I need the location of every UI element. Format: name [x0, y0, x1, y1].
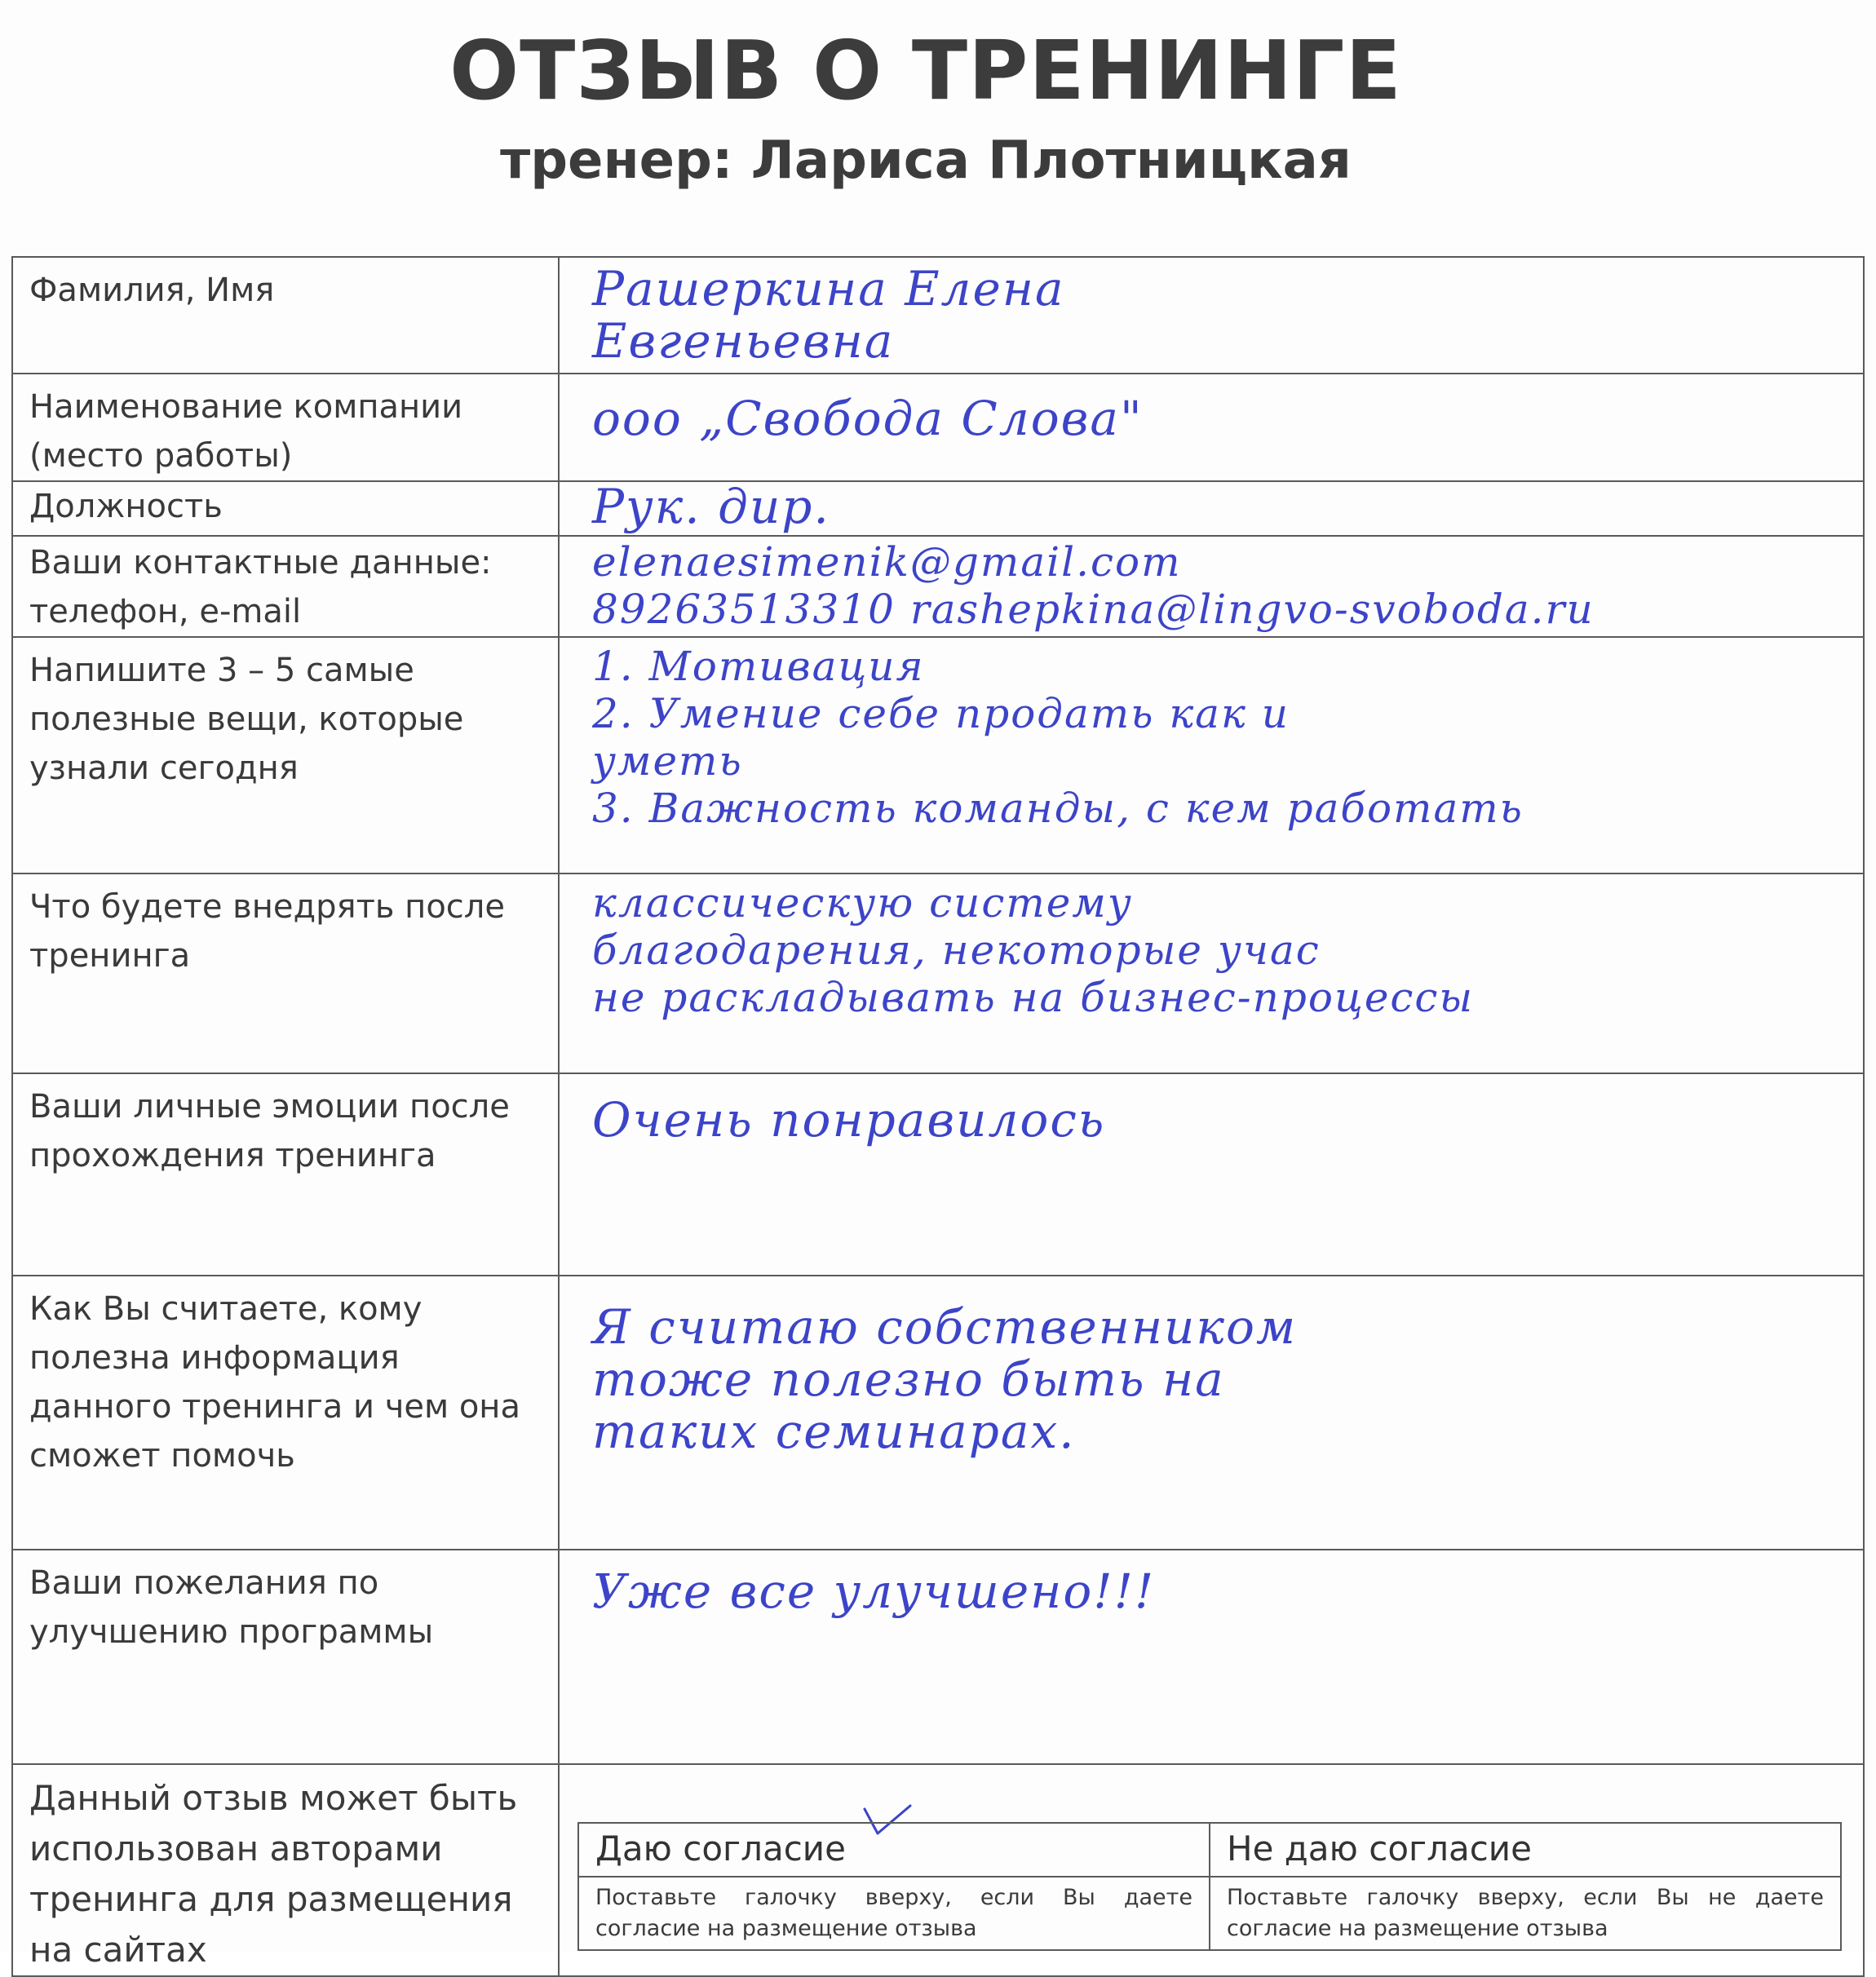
agree-note: Поставьте галочку вверху, если Вы даете согласие на размещение отзыва — [578, 1877, 1210, 1950]
form-row-implement — [12, 874, 1864, 1073]
answer-name-cell[interactable] — [559, 257, 1864, 374]
label-position: Должность — [12, 481, 559, 536]
label-wishes: Ваши пожелания по улучшению программы — [12, 1550, 559, 1764]
page-title: ОТЗЫВ О ТРЕНИНГЕ — [449, 23, 1402, 118]
trainer-subtitle: тренер: Лариса Плотницкая — [500, 130, 1352, 191]
answer-useful: 1. Мотивация 2. Умение себе продать как и уметь 3. Важность команды, с кем работать — [592, 643, 1524, 832]
label-useful: Напишите 3 – 5 самые полезные вещи, которые узнали сегодня — [12, 637, 559, 874]
label-usefulness: Как Вы считаете, кому полезна информация данного тренинга и чем она сможет помочь — [12, 1276, 559, 1550]
answer-implement-cell[interactable] — [559, 874, 1864, 1073]
consent-options-table — [577, 1822, 1842, 1951]
form-row-name — [12, 257, 1864, 374]
answer-useful-cell[interactable] — [559, 637, 1864, 874]
form-row-consent — [12, 1764, 1864, 1976]
form-row-wishes — [12, 1550, 1864, 1764]
form-row-useful — [12, 637, 1864, 874]
answer-position-cell[interactable] — [559, 481, 1864, 536]
label-emotions: Ваши личные эмоции после прохождения тренинга — [12, 1073, 559, 1276]
label-consent: Данный отзыв может быть использован авторами тренинга для размещения на сайтах — [12, 1764, 559, 1976]
label-name: Фамилия, Имя — [12, 257, 559, 374]
answer-wishes-cell[interactable] — [559, 1550, 1864, 1764]
label-contacts: Ваши контактные данные: телефон, e-mail — [12, 536, 559, 637]
answer-emotions: Очень понравилось — [592, 1092, 1106, 1148]
answer-company: ооо „Свобода Слова" — [592, 391, 1144, 446]
label-company: Наименование компании (место работы) — [12, 374, 559, 481]
form-row-company — [12, 374, 1864, 481]
disagree-note: Поставьте галочку вверху, если Вы не даете согласие на размещение отзыва — [1210, 1877, 1841, 1950]
answer-contacts: elenaesimenik@gmail.com 89263513310 rashepkina@lingvo-svoboda.ru — [592, 538, 1595, 633]
answer-contacts-cell[interactable] — [559, 536, 1864, 637]
form-row-emotions — [12, 1073, 1864, 1276]
agree-option[interactable]: Даю согласие — [578, 1823, 1210, 1877]
answer-wishes: Уже все улучшено!!! — [592, 1563, 1156, 1619]
answer-company-cell[interactable] — [559, 374, 1864, 481]
consent-cell — [559, 1764, 1864, 1976]
answer-name: Рашеркина Елена Евгеньевна — [592, 261, 1065, 369]
answer-emotions-cell[interactable] — [559, 1073, 1864, 1276]
feedback-form-table — [11, 256, 1865, 1977]
answer-usefulness-cell[interactable] — [559, 1276, 1864, 1550]
form-row-position — [12, 481, 1864, 536]
answer-position: Рук. дир. — [592, 479, 830, 534]
disagree-option[interactable]: Не даю согласие — [1210, 1823, 1841, 1877]
answer-usefulness: Я считаю собственником тоже полезно быть на таких семинарах. — [592, 1299, 1298, 1459]
label-implement: Что будете внедрять после тренинга — [12, 874, 559, 1073]
answer-implement: классическую систему благодарения, некоторые учас не раскладывать на бизнес-процессы — [592, 879, 1475, 1021]
form-row-usefulness — [12, 1276, 1864, 1550]
form-row-contacts — [12, 536, 1864, 637]
